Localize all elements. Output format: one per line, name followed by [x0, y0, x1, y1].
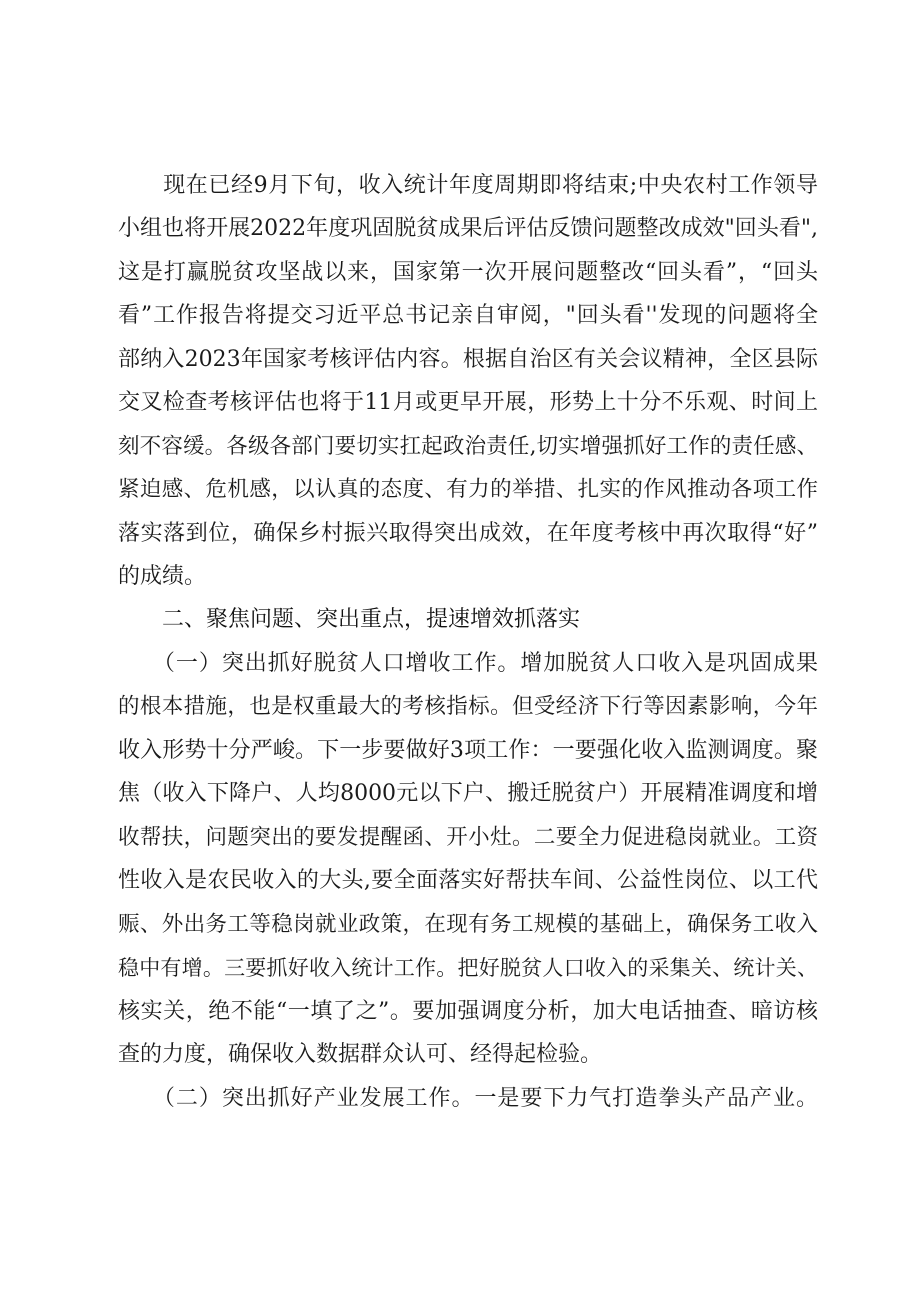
- paragraph-1-line-4: 看”工作报告将提交习近平总书记亲自审阅，"回头看''发现的问题将全: [118, 303, 818, 328]
- section-heading-2: 二、聚焦问题、突出重点，提速增效抓落实: [162, 607, 581, 632]
- paragraph-2-line-1: （一）突出抓好脱贫人口增收工作。增加脱贫人口收入是巩固成果: [118, 651, 818, 676]
- paragraph-1-line-8: 紧迫感、危机感，以认真的态度、有力的举措、扎实的作风推动各项工作: [118, 477, 818, 502]
- paragraph-2-line-4: 焦（收入下降户、人均8000元以下户、搬迁脱贫户）开展精准调度和增: [118, 781, 818, 806]
- paragraph-1-line-10: 的成绩。: [118, 564, 207, 589]
- paragraph-1-line-7: 刻不容缓。各级各部门要切实扛起政治责任,切实增强抓好工作的责任感、: [118, 434, 818, 459]
- paragraph-2-line-2: 的根本措施，也是权重最大的考核指标。但受经济下行等因素影响，今年: [118, 694, 818, 719]
- paragraph-2-line-8: 稳中有增。三要抓好收入统计工作。把好脱贫人口收入的采集关、统计关、: [118, 956, 818, 980]
- paragraph-2-line-9: 核实关，绝不能“一填了之”。要加强调度分析，加大电话抽查、暗访核: [118, 999, 818, 1024]
- paragraph-2-line-10: 查的力度，确保收入数据群众认可、经得起检验。: [118, 1042, 603, 1067]
- paragraph-2-line-7: 赈、外出务工等稳岗就业政策，在现有务工规模的基础上，确保务工收入: [118, 912, 818, 937]
- paragraph-1-line-2: 小组也将开展2022年度巩固脱贫成果后评估反馈问题整改成效"回头看",: [118, 216, 818, 241]
- paragraph-1-line-1: 现在已经9月下旬，收入统计年度周期即将结束;中央农村工作领导: [118, 173, 818, 198]
- paragraph-1-line-5: 部纳入2023年国家考核评估内容。根据自治区有关会议精神，全区县际: [118, 347, 818, 372]
- paragraph-1-line-9: 落实落到位，确保乡村振兴取得突出成效，在年度考核中再次取得“好”: [118, 521, 818, 546]
- paragraph-1-line-3: 这是打赢脱贫攻坚战以来，国家第一次开展问题整改“回头看”，“回头: [118, 260, 818, 285]
- paragraph-1-line-6: 交叉检查考核评估也将于11月或更早开展，形势上十分不乐观、时间上: [118, 390, 818, 415]
- paragraph-2-line-6: 性收入是农民收入的大头,要全面落实好帮扶车间、公益性岗位、以工代: [118, 868, 818, 893]
- paragraph-3-line-1: （二）突出抓好产业发展工作。一是要下力气打造拳头产品产业。: [118, 1086, 818, 1111]
- paragraph-2-line-5: 收帮扶，问题突出的要发提醒函、开小灶。二要全力促进稳岗就业。工资: [118, 825, 818, 850]
- paragraph-2-line-3: 收入形势十分严峻。下一步要做好3项工作：一要强化收入监测调度。聚: [118, 738, 818, 763]
